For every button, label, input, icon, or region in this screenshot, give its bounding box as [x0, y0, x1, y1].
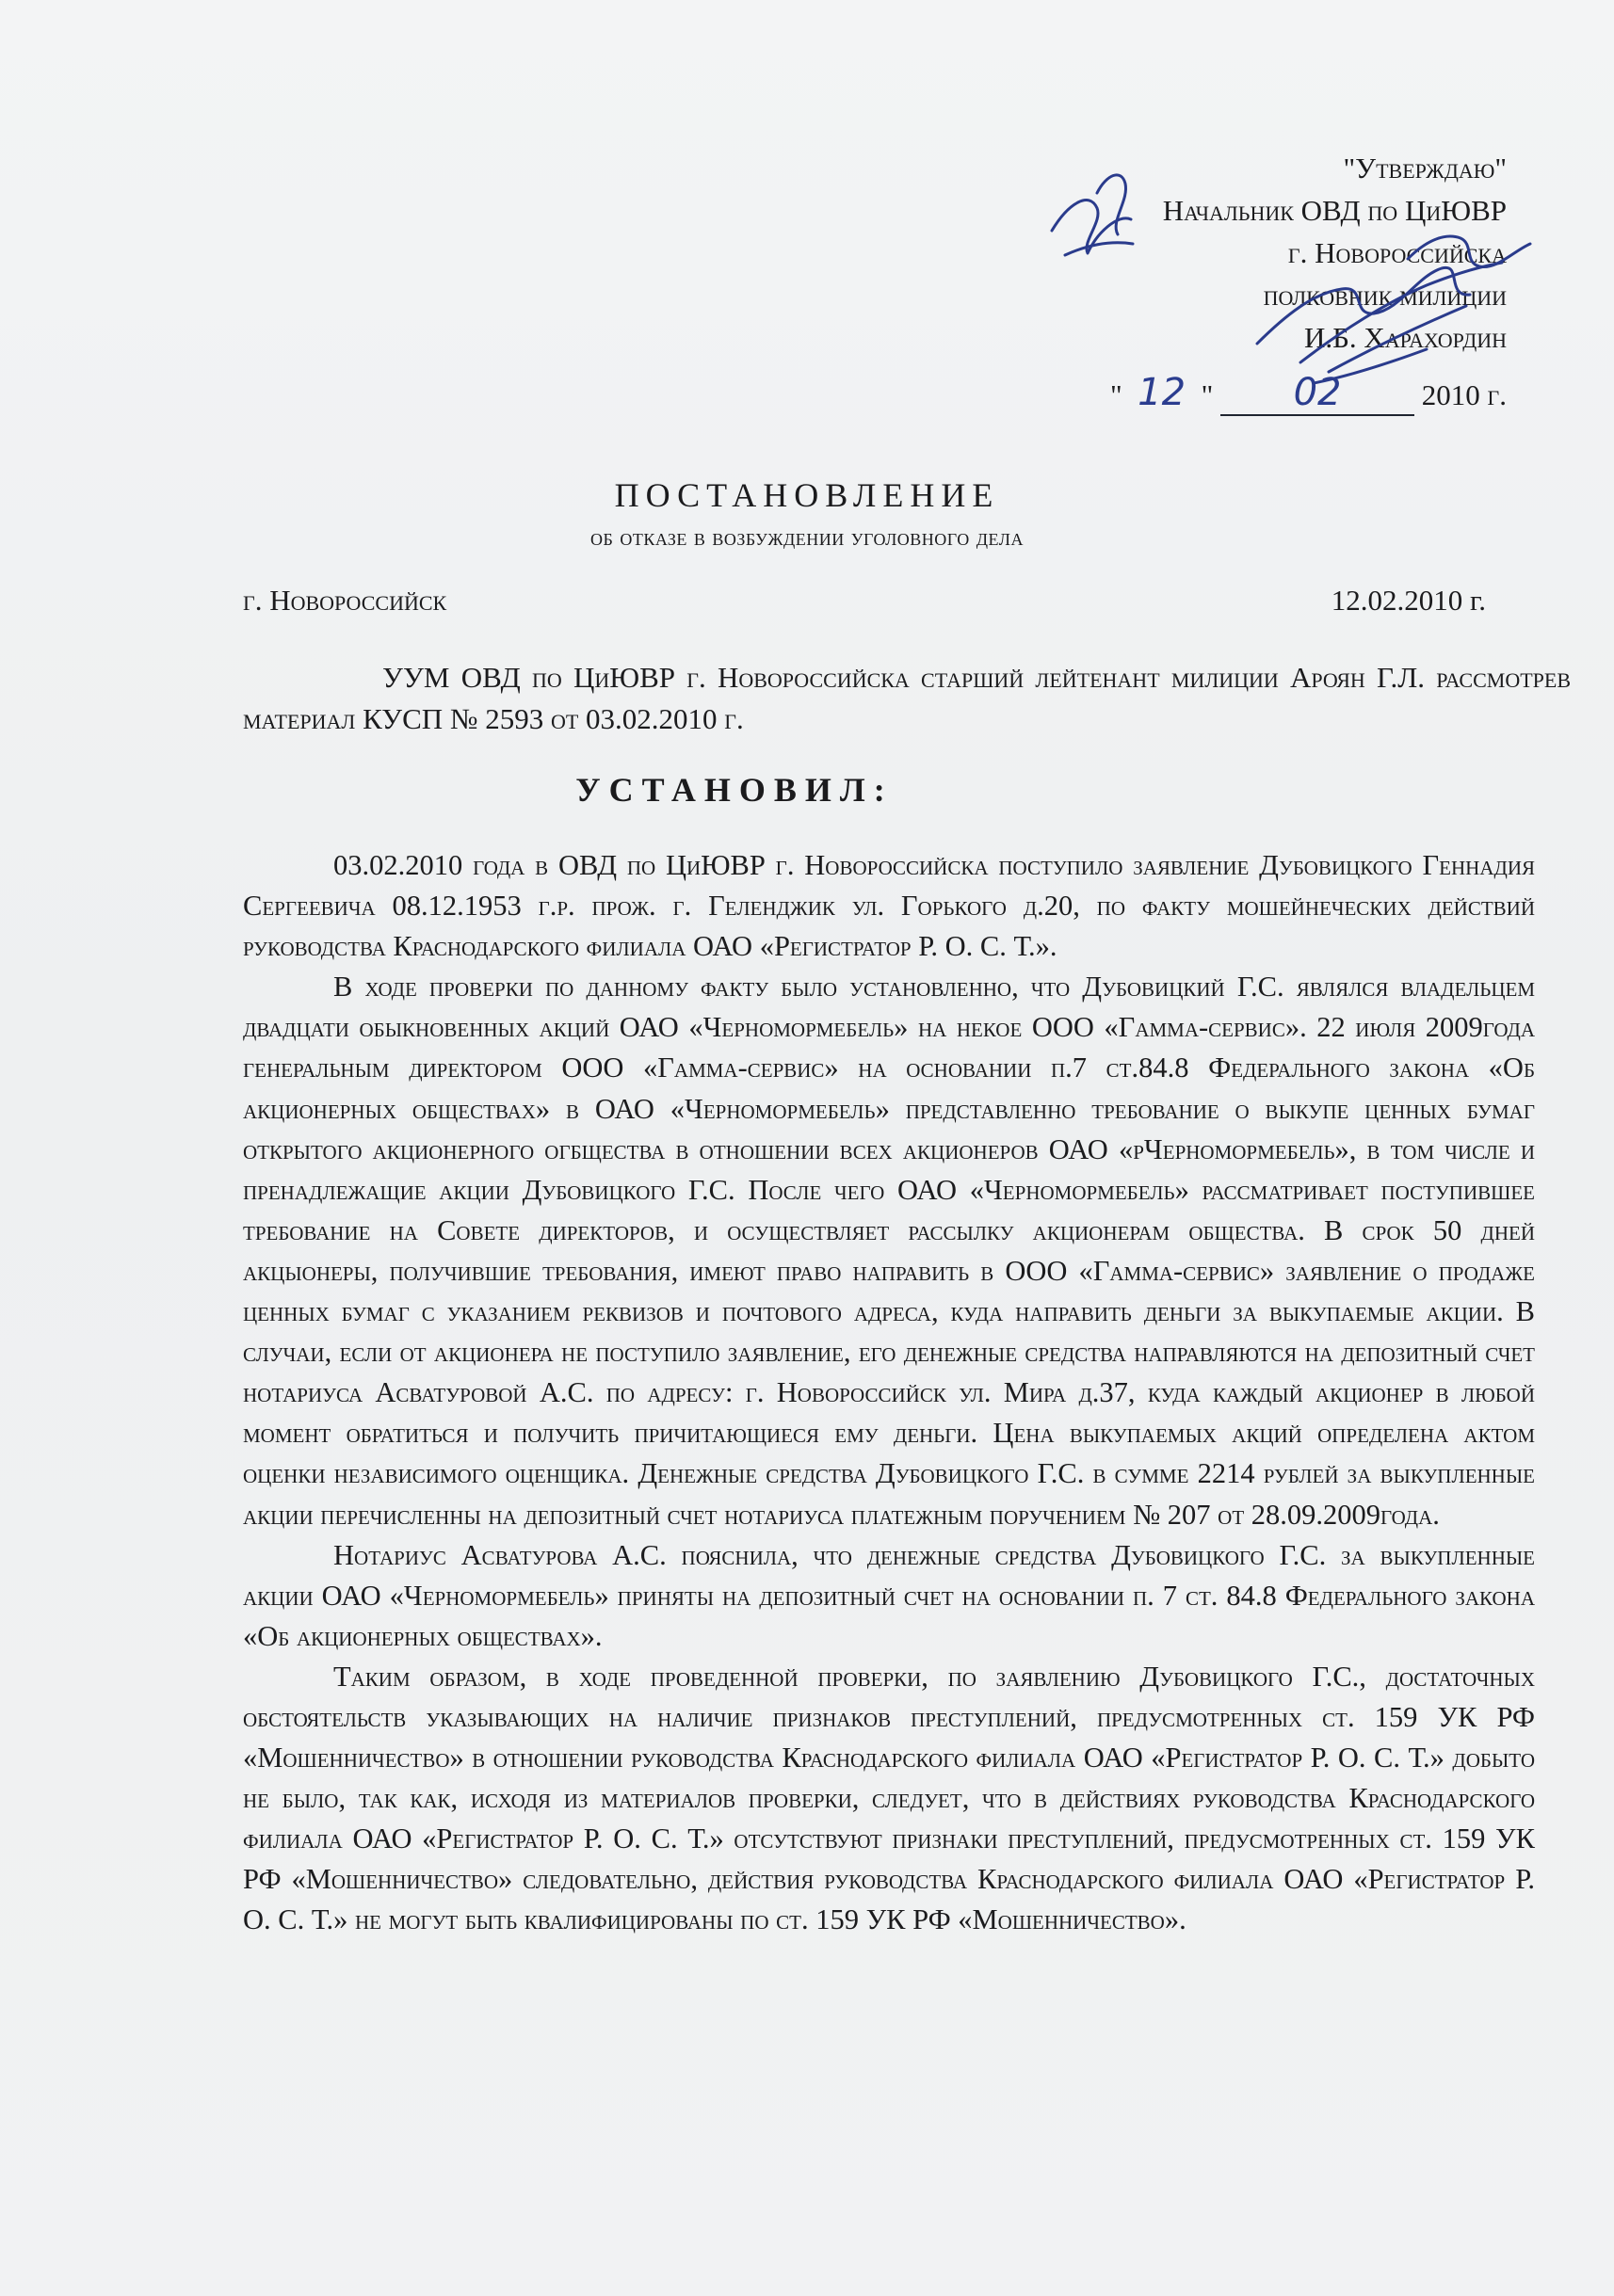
- approval-rank: полковник милиции: [1263, 279, 1507, 312]
- approval-name: И.Б. Харахордин: [1303, 321, 1507, 354]
- body-paragraph: 03.02.2010 года в ОВД по ЦиЮВР г. Новороссийска поступило заявление Дубовицкого Геннадия Сергеевича 08.12.1953 г.р. прож. г. Геленджик ул. Горького д.20, по факту мошейнеческих действий руководства Краснодарского филиала ОАО «Регистратор Р. О. С. Т.».: [243, 849, 1535, 963]
- place-and-date: [243, 584, 1486, 618]
- approval-date-day: 12: [1138, 371, 1186, 414]
- body-paragraph: Таким образом, в ходе проведенной проверки, по заявлению Дубовицкого Г.С., достаточных обстоятельств указывающих на наличие признаков преступлений, предусмотренных ст. 159 УК РФ «Мошенничество» в отношении руководства Краснодарского филиала ОАО «Регистратор Р. О. С. Т.» добыто не было, так как, исходя из материалов проверки, следует, что в действиях руководства Краснодарского филиала ОАО «Регистратор Р. О. С. Т.» отсутствуют признаки преступлений, предусмотренных ст. 159 УК РФ «Мошенничество» следовательно, действия руководства Краснодарского филиала ОАО «Регистратор Р. О. С. Т.» не могут быть квалифицированы по ст. 159 УК РФ «Мошенничество».: [243, 1660, 1535, 1936]
- document-place: г. Новороссийск: [243, 584, 447, 617]
- intro-paragraph: [243, 657, 1571, 740]
- document-body: [243, 845, 1535, 1941]
- approval-date-year: 2010 г.: [1421, 378, 1507, 411]
- document-date: 12.02.2010 г.: [1331, 584, 1486, 617]
- approval-date-month: 02: [1220, 372, 1414, 416]
- approval-header: "Утверждаю": [1343, 152, 1507, 185]
- handwritten-signature: [1031, 165, 1558, 428]
- body-paragraph: В ходе проверки по данному факту было установленно, что Дубовицкий Г.С. являлся владельцем двадцати обыкновенных акций ОАО «Черномормебель» на некое ООО «Гамма-сервис». 22 июля 2009года генеральным директором ООО «Гамма-сервис» на основании п.7 ст.84.8 Федерального закона «Об акционерных обществах» в ОАО «Черномормебель» представленно требование о выкупе ценных бумаг открытого акционерного огбщества в отношении всех акционеров ОАО «рЧерномормебель», в том числе и пренадлежащие акции Дубовицкого Г.С. После чего ОАО «Черномормебель» рассматривает поступившее требование на Совете директоров, и осуществляет рассылку акционерам общества. В срок 50 дней акцыонеры, получившие требования, имеют право направить в ООО «Гамма-сервис» заявление о продаже ценных бумаг с указанием реквизов и почтового адреса, куда направить деньги за выкупаемые акции. В случаи, если от акционера не поступило заявление, его денежные средства направляются на депозитный счет нотариуса Асватуровой А.С. по адресу: г. Новороссийск ул. Мира д.37, куда каждый акционер в любой момент обратиться и получить причитающиеся ему деньги. Цена выкупаемых акций определена актом оценки независимого оценщика. Денежные средства Дубовицкого Г.С. в сумме 2214 рублей за выкупленные акции перечисленны на депозитный счет нотариуса платежным поручением № 207 от 28.09.2009года.: [243, 971, 1535, 1531]
- document-title: ПОСТАНОВЛЕНИЕ: [614, 476, 1000, 514]
- approval-city: г. Новороссийска: [1287, 236, 1507, 269]
- document-subtitle: об отказе в возбуждении уголовного дела: [590, 523, 1024, 551]
- established-heading: УСТАНОВИЛ:: [575, 771, 894, 809]
- intro-text: УУМ ОВД по ЦиЮВР г. Новороссийска старший лейтенант милиции Ароян Г.Л. рассмотрев материал КУСП № 2593 от 03.02.2010 г.: [243, 661, 1571, 735]
- approval-date: " 12 " 02 2010 г.: [1109, 371, 1507, 414]
- approval-position: Начальник ОВД по ЦиЮВР: [1162, 194, 1507, 227]
- body-paragraph: Нотариус Асватурова А.С. пояснила, что денежные средства Дубовицкого Г.С. за выкупленные акции ОАО «Черномормебель» приняты на депозитный счет на основании п. 7 ст. 84.8 Федерального закона «Об акционерных обществах».: [243, 1538, 1535, 1652]
